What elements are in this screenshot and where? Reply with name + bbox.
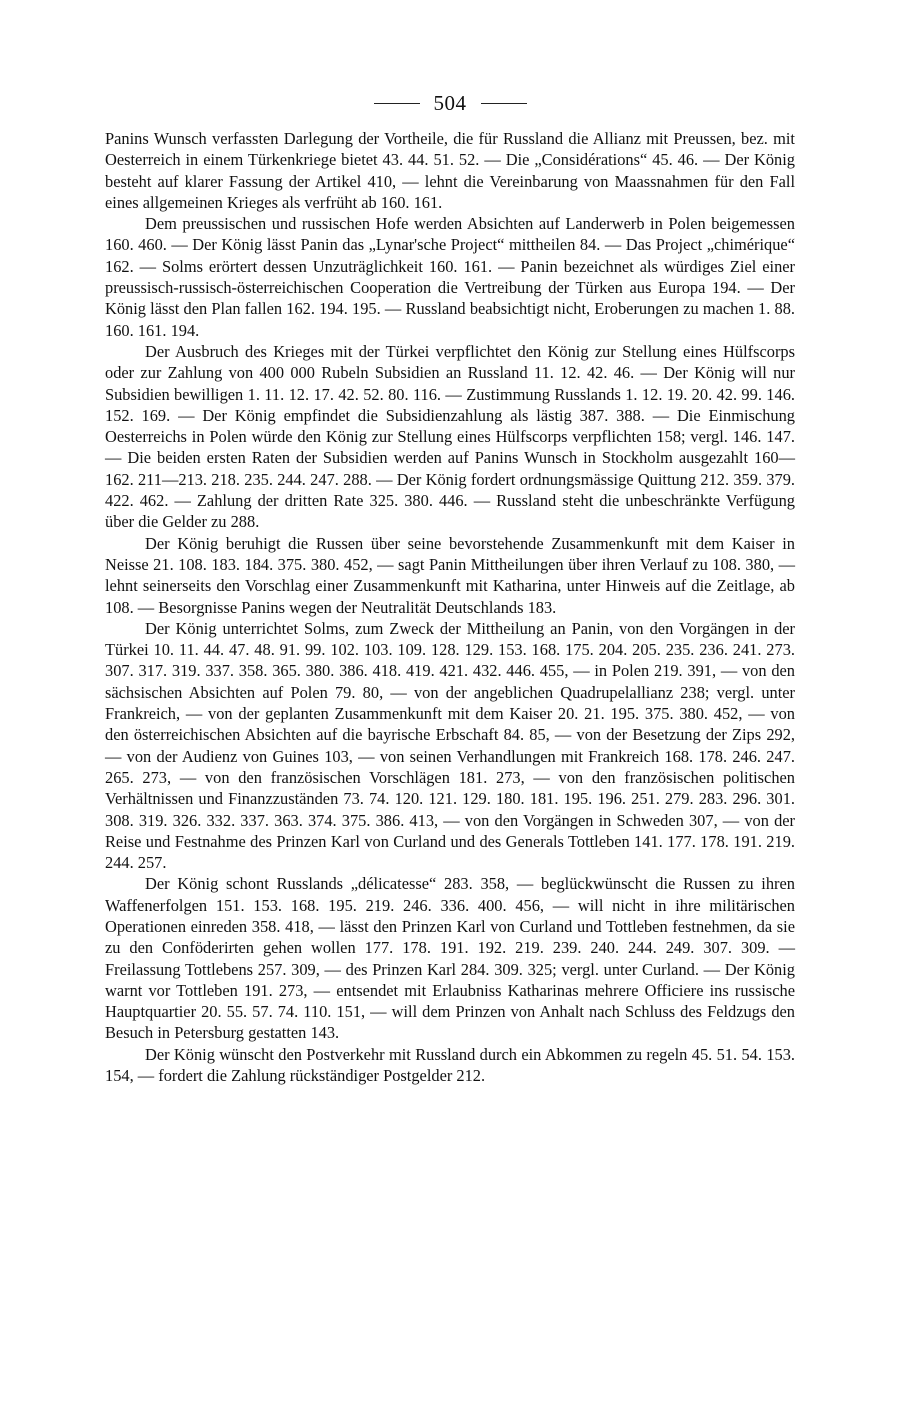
paragraph-1: Panins Wunsch verfassten Darlegung der Vortheile, die für Russland die Allianz mit Preussen, bez. mit Oesterreich in einem Türkenkriege bietet 43. 44. 51. 52. — Die „Considérations“ 45. 46. — Der König besteht auf klarer Fassung der Artikel 410, — lehnt die Vereinbarung von Maassnahmen für den Fall eines allgemeinen Krieges als verfrüht ab 160. 161. xyxy=(105,129,795,212)
body-text xyxy=(105,128,795,1086)
paragraph-4: Der König beruhigt die Russen über seine bevorstehende Zusammenkunft mit dem Kaiser in Neisse 21. 108. 183. 184. 375. 380. 452, — sagt Panin Mittheilungen über ihren Verlauf zu 108. 380, — lehnt seinerseits den Vorschlag einer Zusammenkunft mit Katharina, unter Hinweis auf die Zeitlage, ab 108. — Besorgnisse Panins wegen der Neutralität Deutschlands 183. xyxy=(105,533,795,617)
paragraph-7: Der König wünscht den Postverkehr mit Russland durch ein Abkommen zu regeln 45. 51. 54. 153. 154, — fordert die Zahlung rückständiger Postgelder 212. xyxy=(105,1044,795,1086)
paragraph-5: Der König unterrichtet Solms, zum Zweck der Mittheilung an Panin, von den Vorgängen in der Türkei 10. 11. 44. 47. 48. 91. 99. 102. 103. 109. 128. 129. 153. 168. 175. 204. 205. 235. 236. 241. 273. 307. 317. 319. 337. 358. 365. 380. 386. 418. 419. 421. 432. 446. 455, — in Polen 219. 391, — von den sächsischen Absichten auf Polen 79. 80, — von der angeblichen Quadrupelallianz 238; vergl. unter Frankreich, — von der geplanten Zusammenkunft mit dem Kaiser 20. 21. 195. 375. 380. 452, — von den österreichischen Absichten auf die bayrische Erbschaft 84. 85, — von der Besetzung der Zips 292, — von der Audienz von Guines 103, — von seinen Verhandlungen mit Frankreich 168. 178. 246. 247. 265. 273, — von den französischen Vorschlägen 181. 273, — von den französischen politischen Verhältnissen und Finanzzuständen 73. 74. 120. 121. 129. 180. 181. 195. 196. 251. 279. 283. 296. 301. 308. 319. 326. 332. 337. 363. 374. 375. 386. 413, — von den Vorgängen in Schweden 307, — von der Reise und Festnahme des Prinzen Karl von Curland und des Generals Tottleben 141. 177. 178. 191. 219. 244. 257. xyxy=(105,618,795,873)
page-number: 504 xyxy=(433,90,467,115)
header-rule-right xyxy=(481,103,527,104)
paragraph-2: Dem preussischen und russischen Hofe werden Absichten auf Landerwerb in Polen beigemessen 160. 460. — Der König lässt Panin das „Lynar'sche Project“ mittheilen 84. — Das Project „chimérique“ 162. — Solms erörtert dessen Unzuträglichkeit 160. 161. — Panin bezeichnet als würdiges Ziel einer preussisch-russisch-österreichischen Cooperation die Vertreibung der Türken aus Europa 194. — Der König lässt den Plan fallen 162. 194. 195. — Russland beabsichtigt nicht, Eroberungen zu machen 1. 88. 160. 161. 194. xyxy=(105,214,795,340)
header-rule-left xyxy=(374,103,420,104)
paragraph-3: Der Ausbruch des Krieges mit der Türkei verpflichtet den König zur Stellung eines Hülfscorps oder zur Zahlung von 400 000 Rubeln Subsidien an Russland 11. 12. 42. 46. — Der König will nur Subsidien bewilligen 1. 11. 12. 17. 42. 52. 80. 116. — Zustimmung Russlands 1. 12. 19. 20. 42. 99. 146. 152. 169. — Der König empfindet die Subsidienzahlung als lästig 387. 388. — Die Einmischung Oesterreichs in Polen würde den König zur Stellung eines Hülfscorps verpflichten 158; vergl. 146. 147. — Die beiden ersten Raten der Subsidien werden auf Panins Wunsch in Stockholm ausgezahlt 160—162. 211—213. 218. 235. 244. 247. 288. — Der König fordert ordnungsmässige Quittung 212. 359. 379. 422. 462. — Zahlung der dritten Rate 325. 380. 446. — Russland steht die unbeschränkte Verfügung über die Gelder zu 288. xyxy=(105,341,795,532)
page-header xyxy=(0,88,900,118)
paragraph-6: Der König schont Russlands „délicatesse“ 283. 358, — beglückwünscht die Russen zu ihren Waffenerfolgen 151. 153. 168. 195. 219. 246. 336. 400. 456, — will nicht in ihre militärischen Operationen einreden 358. 418, — lässt den Prinzen Karl von Curland und Tottleben festnehmen, da sie zu den Conföderirten gehen wollen 177. 178. 191. 192. 219. 239. 240. 244. 249. 307. 309. — Freilassung Tottlebens 257. 309, — des Prinzen Karl 284. 309. 325; vergl. unter Curland. — Der König warnt vor Tottleben 191. 273, — entsendet mit Erlaubniss Katharinas mehrere Officiere ins russische Hauptquartier 20. 55. 57. 74. 110. 151, — will dem Prinzen von Anhalt nach Schluss des Feldzugs den Besuch in Petersburg gestatten 143. xyxy=(105,874,795,1043)
